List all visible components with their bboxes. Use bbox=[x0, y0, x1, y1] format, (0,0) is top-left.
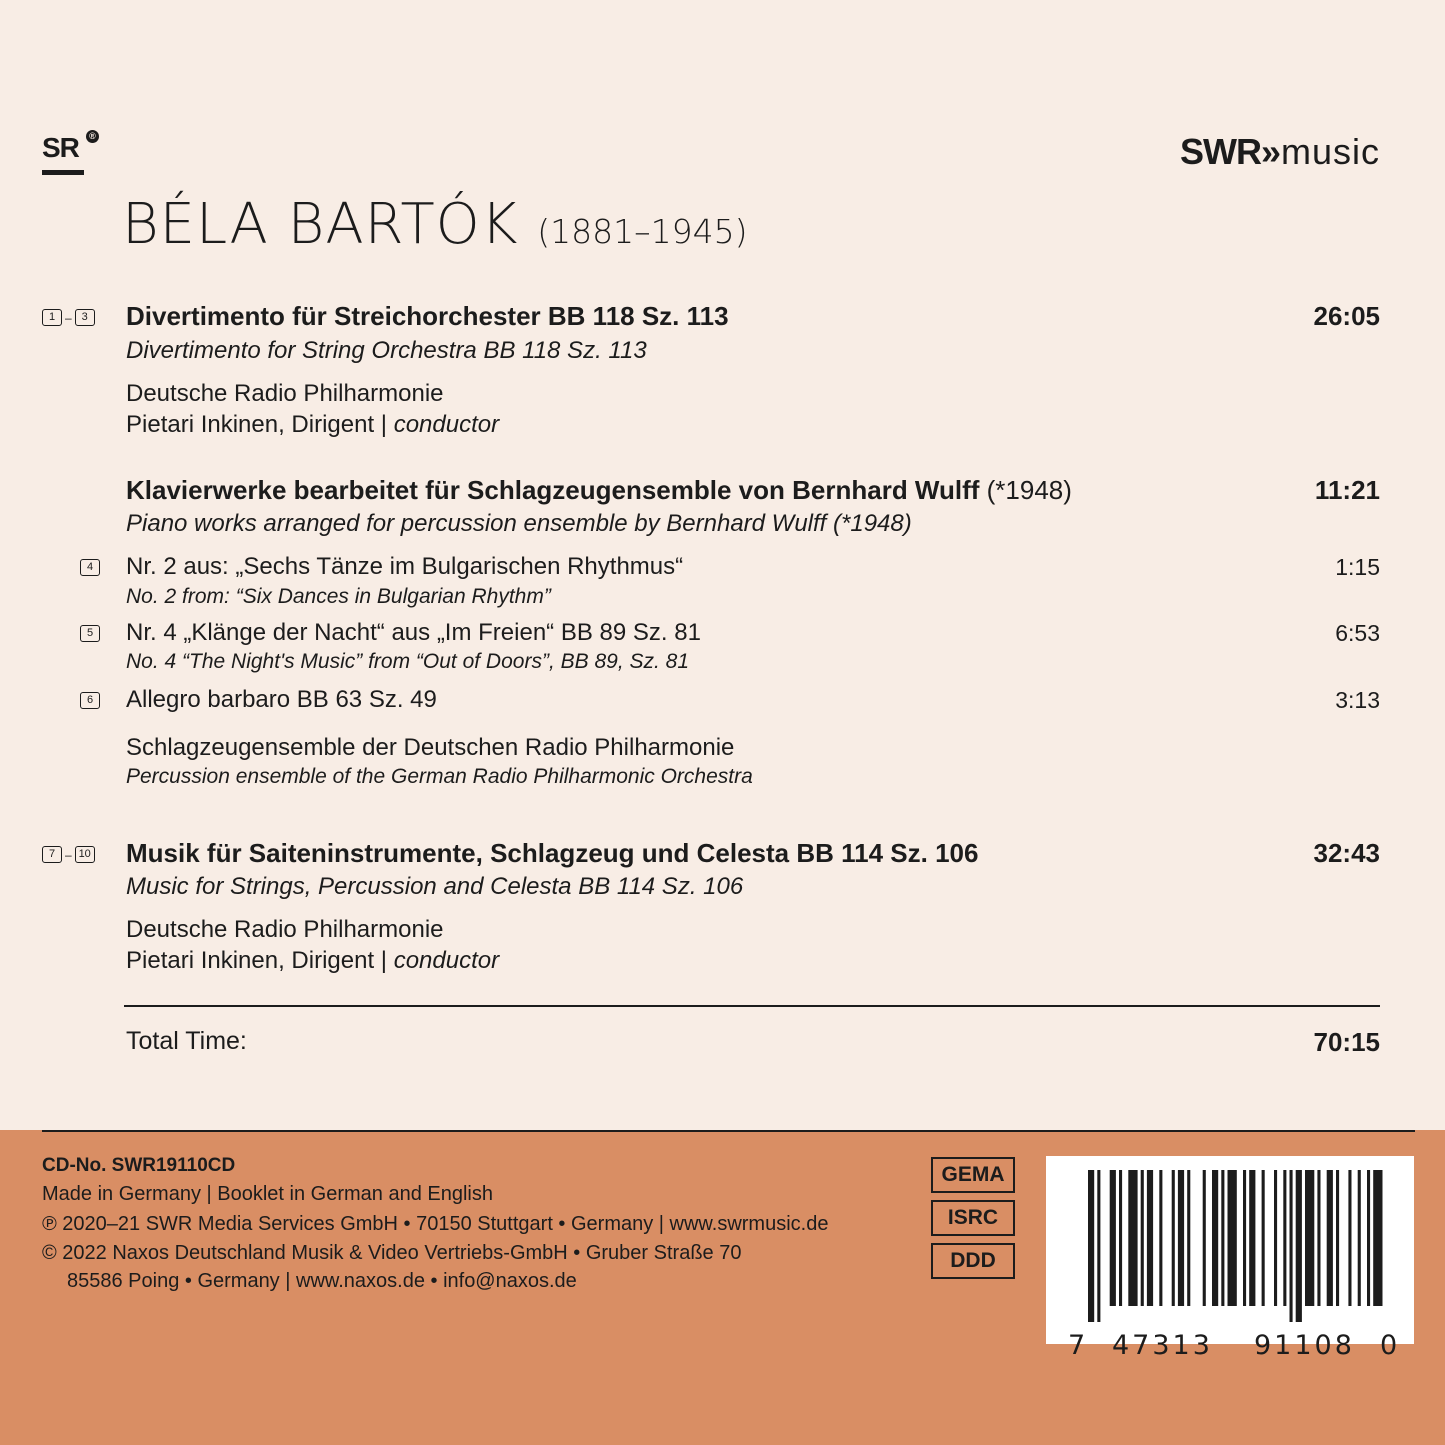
barcode-digit-first: 7 bbox=[1068, 1330, 1086, 1361]
barcode-bar bbox=[1243, 1170, 1246, 1306]
barcode-bar bbox=[1178, 1170, 1184, 1306]
work-duration: 32:43 bbox=[1313, 838, 1380, 868]
barcode-bar bbox=[1147, 1170, 1153, 1306]
conductor-name: Pietari Inkinen, Dirigent | bbox=[126, 411, 394, 438]
sr-logo bbox=[42, 131, 96, 163]
track-number-box: 10 bbox=[75, 846, 95, 863]
barcode-group-2: 91108 bbox=[1254, 1330, 1355, 1361]
work-title-de-suffix: (*1948) bbox=[979, 475, 1072, 505]
track-number-6 bbox=[80, 692, 100, 709]
barcode-bar bbox=[1128, 1170, 1137, 1306]
work-performer: Deutsche Radio Philharmonie bbox=[126, 916, 444, 943]
barcode-bar bbox=[1203, 1170, 1206, 1306]
ddd-badge: DDD bbox=[931, 1243, 1015, 1279]
work-conductor bbox=[126, 947, 499, 975]
work-duration: 26:05 bbox=[1313, 301, 1380, 331]
track-title-de: Nr. 4 „Klänge der Nacht“ aus „Im Freien“ BB 89 Sz. 81 bbox=[126, 619, 701, 646]
conductor-role: conductor bbox=[393, 411, 500, 438]
barcode-bar bbox=[1141, 1170, 1144, 1306]
track-duration: 6:53 bbox=[1335, 620, 1380, 646]
barcode-bars bbox=[1046, 1156, 1414, 1344]
barcode-bar bbox=[1088, 1170, 1094, 1322]
barcode-bar bbox=[1336, 1170, 1339, 1306]
work-title-en: Music for Strings, Percussion and Celesta BB 114 Sz. 106 bbox=[126, 873, 744, 900]
conductor-name: Pietari Inkinen, Dirigent | bbox=[126, 947, 394, 974]
track-number-box: 7 bbox=[42, 846, 62, 863]
barcode-bar bbox=[1119, 1170, 1122, 1306]
track-number-4 bbox=[80, 559, 100, 576]
barcode-bar bbox=[1373, 1170, 1382, 1306]
barcode-bar bbox=[1097, 1170, 1100, 1322]
swr-logo-text: SWR bbox=[1179, 131, 1261, 172]
composer-years: (1881–1945) bbox=[537, 212, 748, 251]
cd-number: CD-No. SWR19110CD bbox=[42, 1155, 236, 1176]
total-time-value: 70:15 bbox=[1313, 1027, 1380, 1057]
work-title-de bbox=[126, 475, 1072, 506]
ensemble-de: Schlagzeugensemble der Deutschen Radio Philharmonie bbox=[126, 734, 735, 761]
composer-name: BÉLA BARTÓK bbox=[122, 192, 519, 257]
barcode-group-1: 47313 bbox=[1112, 1330, 1213, 1361]
work-title-de-main: Klavierwerke bearbeitet für Schlagzeugensemble von Bernhard Wulff bbox=[126, 475, 980, 505]
track-number-box: 1 bbox=[42, 309, 62, 326]
barcode-bar bbox=[1249, 1170, 1255, 1306]
ensemble-en: Percussion ensemble of the German Radio Philharmonic Orchestra bbox=[126, 765, 753, 788]
sr-logo-underline bbox=[42, 170, 84, 175]
barcode-bar bbox=[1283, 1170, 1286, 1306]
footer-copyright: © 2022 Naxos Deutschland Musik & Video Vertriebs-GmbH • Gruber Straße 70 bbox=[42, 1242, 742, 1264]
footer-top-rule bbox=[42, 1130, 1415, 1132]
barcode bbox=[1046, 1156, 1414, 1361]
barcode-bar bbox=[1159, 1170, 1162, 1306]
work-title-de: Musik für Saiteninstrumente, Schlagzeug und Celesta BB 114 Sz. 106 bbox=[126, 838, 979, 868]
footer-made-in: Made in Germany | Booklet in German and English bbox=[42, 1183, 493, 1205]
swr-music-logo bbox=[1180, 133, 1380, 171]
track-number-5 bbox=[80, 625, 100, 642]
barcode-bar bbox=[1296, 1170, 1302, 1322]
barcode-bar bbox=[1317, 1170, 1320, 1306]
track-title-de: Nr. 2 aus: „Sechs Tänze im Bulgarischen Rhythmus“ bbox=[126, 553, 684, 580]
barcode-bar bbox=[1110, 1170, 1116, 1306]
track-number-box: 6 bbox=[80, 692, 100, 709]
track-title-de: Allegro barbaro BB 63 Sz. 49 bbox=[126, 686, 437, 713]
footer-address: 85586 Poing • Germany | www.naxos.de • info@naxos.de bbox=[67, 1270, 577, 1292]
track-title-en: No. 4 “The Night's Music” from “Out of Doors”, BB 89, Sz. 81 bbox=[126, 650, 690, 673]
isrc-badge: ISRC bbox=[931, 1200, 1015, 1236]
swr-arrow-icon: » bbox=[1260, 131, 1275, 172]
barcode-bar bbox=[1274, 1170, 1277, 1306]
sr-registered-mark: ® bbox=[86, 130, 99, 143]
work-conductor bbox=[126, 411, 499, 439]
composer-heading bbox=[122, 192, 748, 265]
total-time-label: Total Time: bbox=[126, 1027, 247, 1055]
barcode-bar bbox=[1348, 1170, 1351, 1306]
barcode-bar bbox=[1172, 1170, 1175, 1306]
sr-logo-text: SR bbox=[42, 132, 79, 163]
barcode-bar bbox=[1305, 1170, 1314, 1306]
track-range-7-10: 7 – 10 bbox=[42, 846, 95, 863]
work-title-en: Divertimento for String Orchestra BB 118 Sz. 113 bbox=[126, 337, 647, 364]
barcode-digit-last: 0 bbox=[1380, 1330, 1398, 1361]
track-number-box: 3 bbox=[75, 309, 95, 326]
barcode-bar bbox=[1358, 1170, 1361, 1306]
barcode-bar bbox=[1187, 1170, 1190, 1306]
work-duration: 11:21 bbox=[1314, 475, 1380, 505]
total-divider bbox=[124, 1005, 1380, 1007]
track-duration: 1:15 bbox=[1335, 554, 1380, 580]
track-range-1-3: 1 – 3 bbox=[42, 309, 95, 326]
barcode-bar bbox=[1327, 1170, 1333, 1306]
music-logo-text: music bbox=[1280, 131, 1380, 172]
work-title-de: Divertimento für Streichorchester BB 118 Sz. 113 bbox=[126, 301, 729, 331]
work-title-en: Piano works arranged for percussion ensemble by Bernhard Wulff (*1948) bbox=[126, 510, 912, 537]
gema-badge: GEMA bbox=[931, 1157, 1015, 1193]
barcode-bar bbox=[1290, 1170, 1293, 1322]
barcode-bar bbox=[1228, 1170, 1237, 1306]
barcode-bar bbox=[1221, 1170, 1224, 1306]
track-title-en: No. 2 from: “Six Dances in Bulgarian Rhythm” bbox=[126, 585, 551, 608]
track-number-box: 4 bbox=[80, 559, 100, 576]
conductor-role: conductor bbox=[393, 947, 500, 974]
track-duration: 3:13 bbox=[1335, 687, 1380, 713]
track-number-box: 5 bbox=[80, 625, 100, 642]
barcode-bar bbox=[1262, 1170, 1265, 1306]
barcode-bar bbox=[1367, 1170, 1370, 1306]
barcode-bar bbox=[1212, 1170, 1218, 1306]
work-performer: Deutsche Radio Philharmonie bbox=[126, 380, 444, 407]
footer-phonographic: ℗ 2020–21 SWR Media Services GmbH • 70150 Stuttgart • Germany | www.swrmusic.de bbox=[42, 1213, 829, 1235]
